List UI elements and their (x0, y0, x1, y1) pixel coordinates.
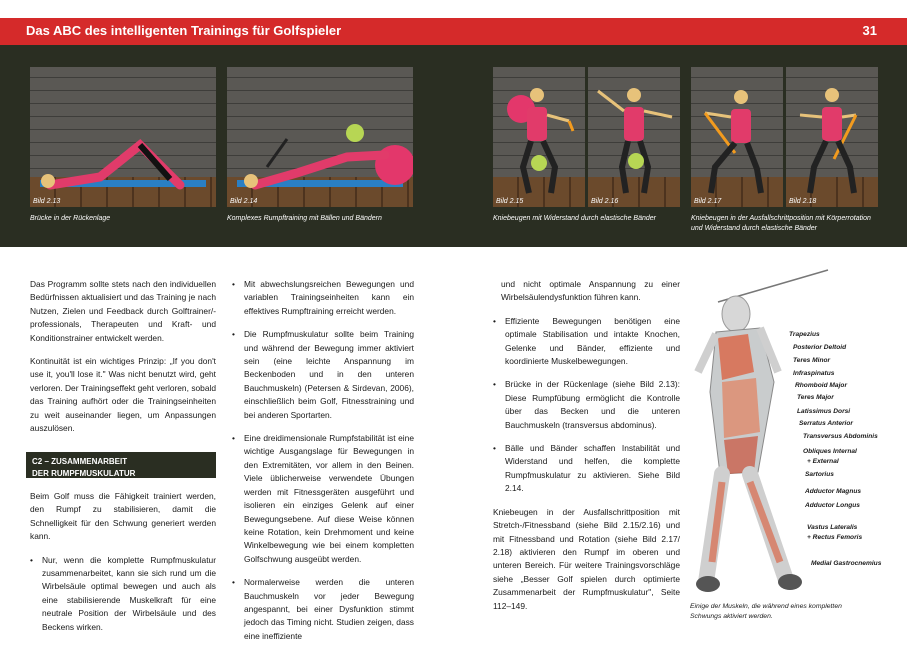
photo-bridge (30, 67, 216, 207)
caption-squat: Kniebeugen mit Widerstand durch elastische Bänder (493, 215, 656, 222)
bullet-list (30, 554, 216, 634)
bullet-item: • Die Rumpfmuskulatur sollte beim Training und während der Bewegung immer aktiviert sein (eine leichte Anspannung im Beckenboden und in den unteren Bauchmuskeln) (Petersen & Sirdevan, 2006), einschließlich beim Golf, Fitnesstraining und bei anderen Sportarten. (232, 328, 414, 422)
muscle-label: Sartorius (805, 471, 834, 478)
caption-bridge: Brücke in der Rückenlage (30, 215, 111, 222)
section-heading-line1: C2 – ZUSAMMENARBEIT (32, 457, 128, 466)
section-heading-line2: DER RUMPFMUSKULATUR (32, 469, 136, 478)
paragraph: Kniebeugen in der Ausfallschrittposition mit Stretch-/Fitnessband (siehe Bild 2.15/2.16) und mit Fitnessband und Rotation (siehe Bild 2.17/ 2.18) aktivieren den Rumpf im oberen und unteren Bereich. Für weitere Trainingsvorschläge siehe „Besser Golf spielen durch optimierte Zusammenarbeit der Rumpfmuskulatur", Seite 112–149. (493, 506, 680, 611)
muscle-label: Serratus Anterior (799, 420, 853, 427)
bullet-item: • Brücke in der Rückenlage (siehe Bild 2.13): Diese Rumpfübung ermöglicht die Kontrolle über das Becken und die unteren Bauchmuskeln (transversus abdominus). (493, 378, 680, 432)
text-column-1 (30, 278, 216, 445)
illustration-caption (690, 602, 870, 622)
illustration-caption-line2: Schwungs aktiviert werden. (690, 613, 773, 620)
bullet-item: • Normalerweise werden die unteren Bauchmuskeln vor jeder Bewegung angespannt, bei einer Dysfunktion stimmt jedoch das Timing nicht. Studien zeigen, dass eine ineffiziente (232, 576, 414, 643)
muscle-label: Medial Gastrocnemius (811, 560, 882, 567)
muscle-label: Transversus Abdominis (803, 433, 878, 440)
bullet-item: • Bälle und Bänder schaffen Instabilität und Widerstand und helfen, die komplette Rumpfmuskulatur zu aktivieren. Siehe Bild 2.14. (493, 442, 680, 496)
photo-squat-band-1 (493, 67, 585, 207)
muscle-label: + External (807, 458, 839, 465)
muscle-label: + Rectus Femoris (807, 534, 863, 541)
top-margin (0, 0, 907, 18)
muscle-label: Rhomboid Major (795, 382, 848, 389)
text-column-2 (232, 278, 414, 653)
lunge-figure-illustration (691, 67, 783, 207)
core-figure-illustration (227, 67, 413, 207)
bullet-item: • Nur, wenn die komplette Rumpfmuskulatur zusammenarbeitet, kann sie sich rund um die Wirbelsäule optimal bewegen und auch als eine stabilisierende Muskelkraft für eine neutrale Position der Wirbelsäule und des Beckens wirken. (30, 554, 216, 634)
photo-label: Bild 2.16 (591, 198, 619, 205)
header-title: Das ABC des intelligenten Trainings für Golfspieler (26, 23, 342, 38)
muscle-label: Posterior Deltoid (793, 344, 847, 351)
bullet-list (232, 278, 414, 643)
photo-label: Bild 2.15 (496, 198, 524, 205)
paragraph: und nicht optimale Anspannung zu einer Wirbelsäulendysfunktion führen kann. (501, 279, 680, 303)
photo-label: Bild 2.18 (789, 198, 817, 205)
bridge-figure-illustration (30, 67, 216, 207)
page-number: 31 (862, 23, 877, 38)
paragraph: Kontinuität ist ein wichtiges Prinzip: „If you don't use it, you'll lose it." Was nicht benutzt wird, geht verloren. Der Trainingseffekt geht verloren, sobald das Training aufhört oder die Trainingseinheiten zu weit auseinander liegen, um Anpassungen auszulösen. (30, 356, 216, 434)
golfer-muscle-illustration (688, 262, 888, 602)
bullet-item: • Mit abwechslungsreichen Bewegungen und variablen Trainingseinheiten kann ein effektives Rumpftraining erreicht werden. (232, 278, 414, 318)
lunge-figure-illustration (786, 67, 878, 207)
photo-lunge-rotation-1 (691, 67, 783, 207)
photo-label: Bild 2.17 (694, 198, 722, 205)
section-heading (26, 452, 216, 478)
text-column-1-lower (30, 490, 216, 644)
muscle-label: Latissimus Dorsi (797, 408, 851, 415)
muscle-label: Adductor Magnus (805, 488, 862, 495)
paragraph: Das Programm sollte stets nach den individuellen Bedürfnissen aktualisiert und das Training je nach Nutzen, Zielen und Feedback durch Golftrainer/-professionals, Therapeuten und Kraft- und Konditionstrainer entwickelt werden. (30, 279, 216, 343)
paragraph: Beim Golf muss die Fähigkeit trainiert werden, den Rumpf zu stabilisieren, damit die Schnelligkeit für den Schwung generiert werden kann. (30, 491, 216, 542)
muscle-label: Obliques Internal (803, 448, 857, 455)
page-header (0, 18, 907, 45)
bullet-item: • Eine dreidimensionale Rumpfstabilität ist eine wichtige Ausgangslage für Bewegungen in den Extremitäten, vor allem in den Beinen. Viele üblicherweise verwendete Übungen werden mit Fitnessgeräten ausgeführt und isolieren ein einziges Gelenk auf einer Bewegungsebene. Auf diese Weise können keine Rotation, kein Drehmoment und keine Winkelbewegung wie bei einem kompletten Golfschwung ausgeübt werden. (232, 432, 414, 566)
photo-complex-core (227, 67, 413, 207)
caption-lunge-line2: und Widerstand durch elastische Bänder (691, 225, 818, 232)
squat-figure-illustration (493, 67, 585, 207)
photo-label: Bild 2.14 (230, 198, 258, 205)
caption-complex-core: Komplexes Rumpftraining mit Bällen und Bändern (227, 215, 382, 222)
photo-lunge-rotation-2 (786, 67, 878, 207)
muscle-label: Adductor Longus (805, 502, 860, 509)
caption-lunge-line1: Kniebeugen in der Ausfallschrittposition mit Körperrotation (691, 215, 871, 222)
muscle-label: Teres Major (797, 394, 834, 401)
text-column-3 (493, 278, 680, 623)
muscle-label: Teres Minor (793, 357, 831, 364)
squat-figure-illustration (588, 67, 680, 207)
muscle-label: Trapezius (789, 331, 820, 338)
bullet-item: • Effiziente Bewegungen benötigen eine optimale Stabilisation und intakte Knochen, Gelenke und Bänder, effiziente und koordinierte Muskelbewegungen. (493, 315, 680, 369)
bullet-list (493, 315, 680, 496)
illustration-caption-line1: Einige der Muskeln, die während eines kompletten (690, 603, 842, 610)
muscle-label: Infraspinatus (793, 370, 835, 377)
photo-squat-band-2 (588, 67, 680, 207)
muscle-label: Vastus Lateralis (807, 524, 858, 531)
photo-label: Bild 2.13 (33, 198, 61, 205)
